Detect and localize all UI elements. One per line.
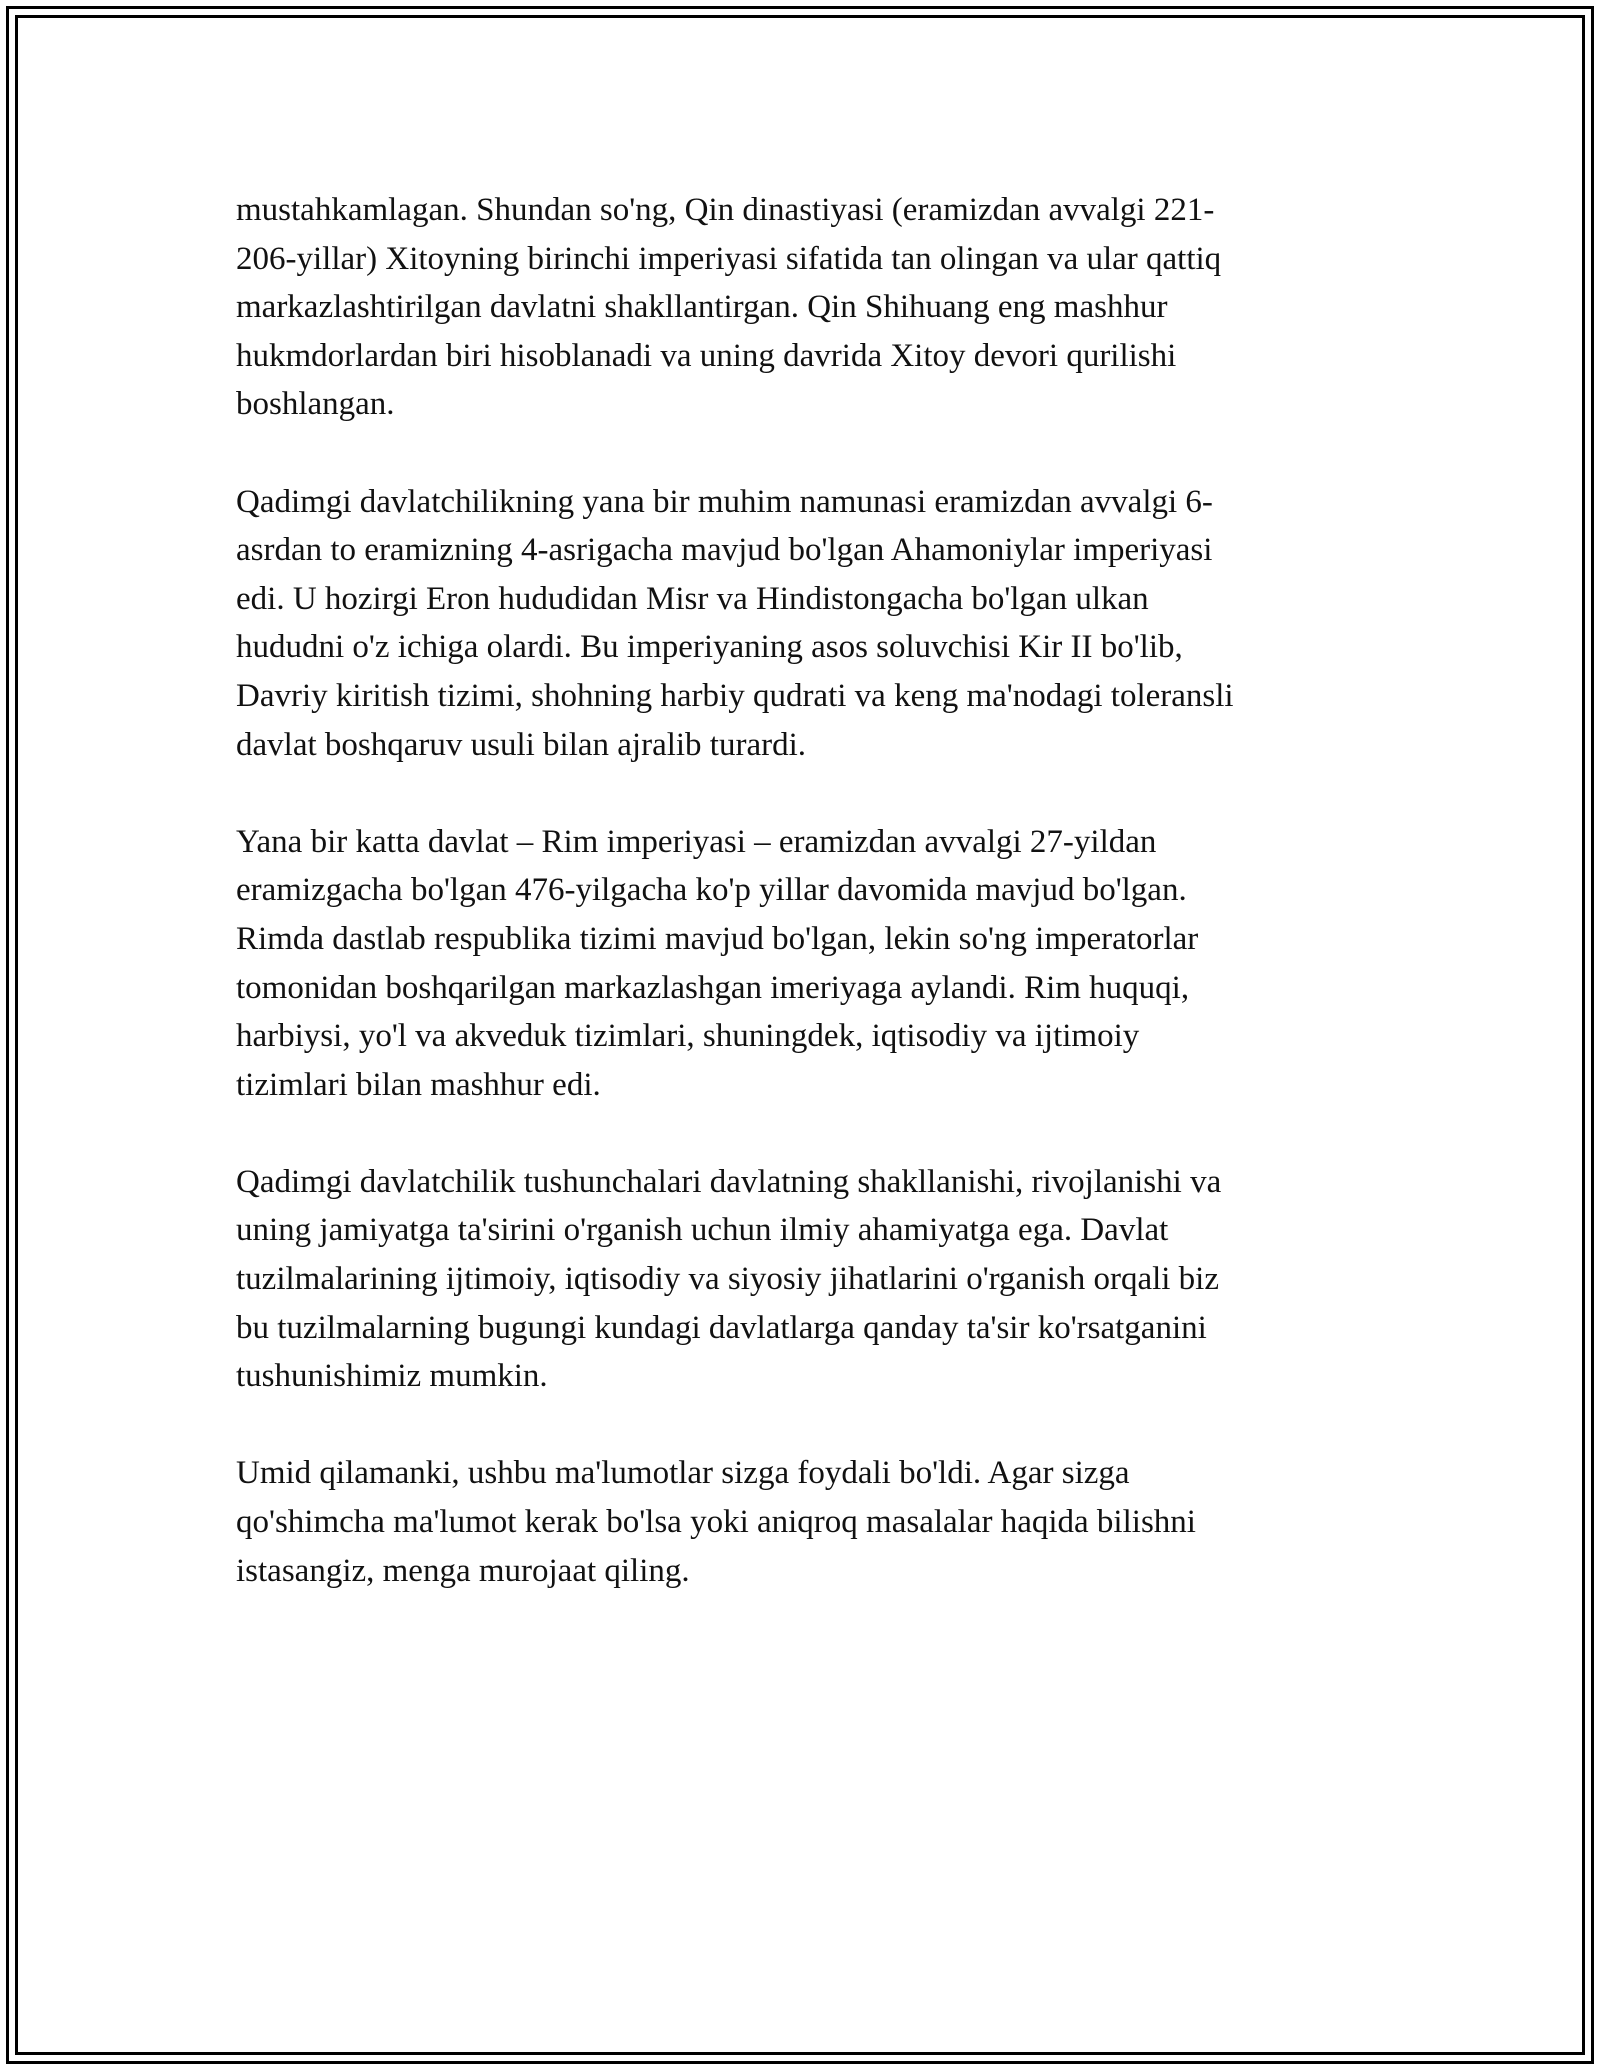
text-line: hukmdorlardan biri hisoblanadi va uning davrida Xitoy devori qurilishi [236,337,1177,374]
paragraph-roman-empire [236,818,1356,1110]
text-line: Qadimgi davlatchilikning yana bir muhim namunasi eramizdan avvalgi 6- [236,483,1213,520]
text-line: edi. U hozirgi Eron hududidan Misr va Hindistongacha bo'lgan ulkan [236,580,1149,617]
text-line: Yana bir katta davlat – Rim imperiyasi – eramizdan avvalgi 27-yildan [236,823,1157,860]
text-line: markazlashtirilgan davlatni shakllantirgan. Qin Shihuang eng mashhur [236,289,1168,326]
text-line: Rimda dastlab respublika tizimi mavjud bo'lgan, lekin so'ng imperatorlar [236,920,1199,957]
text-line: davlat boshqaruv usuli bilan ajralib turardi. [236,726,807,763]
text-line: tushunishimiz mumkin. [236,1358,548,1395]
paragraph-achaemenid-empire [236,478,1356,770]
text-line: tomonidan boshqarilgan markazlashgan imeriyaga aylandi. Rim huquqi, [236,969,1190,1006]
text-line: qo'shimcha ma'lumot kerak bo'lsa yoki aniqroq masalalar haqida bilishni [236,1504,1196,1541]
text-line: istasangiz, menga murojaat qiling. [236,1552,690,1589]
paragraph-closing [236,1449,1356,1595]
text-line: asrdan to eramizning 4-asrigacha mavjud bo'lgan Ahamoniylar imperiyasi [236,532,1213,569]
text-line: Qadimgi davlatchilik tushunchalari davlatning shakllanishi, rivojlanishi va [236,1163,1222,1200]
text-line: harbiysi, yo'l va akveduk tizimlari, shuningdek, iqtisodiy va ijtimoiy [236,1018,1140,1055]
text-line: eramizgacha bo'lgan 476-yilgacha ko'p yillar davomida mavjud bo'lgan. [236,872,1187,909]
text-line: tizimlari bilan mashhur edi. [236,1066,601,1103]
text-line: tuzilmalarining ijtimoiy, iqtisodiy va siyosiy jihatlarini o'rganish orqali biz [236,1261,1219,1298]
text-line: bu tuzilmalarning bugungi kundagi davlatlarga qanday ta'sir ko'rsatganini [236,1309,1207,1346]
text-line: Umid qilamanki, ushbu ma'lumotlar sizga foydali bo'ldi. Agar sizga [236,1455,1130,1492]
document-body [236,186,1356,1644]
paragraph-qin-dynasty [236,186,1356,429]
text-line: boshlangan. [236,386,395,423]
paragraph-statehood-concepts [236,1158,1356,1401]
text-line: 206-yillar) Xitoyning birinchi imperiyasi sifatida tan olingan va ular qattiq [236,240,1222,277]
text-line: mustahkamlagan. Shundan so'ng, Qin dinastiyasi (eramizdan avvalgi 221- [236,192,1215,228]
text-line: hududni o'z ichiga olardi. Bu imperiyaning asos soluvchisi Kir II bo'lib, [236,629,1183,666]
text-line: Davriy kiritish tizimi, shohning harbiy qudrati va keng ma'nodagi toleransli [236,677,1234,714]
text-line: uning jamiyatga ta'sirini o'rganish uchun ilmiy ahamiyatga ega. Davlat [236,1212,1169,1249]
